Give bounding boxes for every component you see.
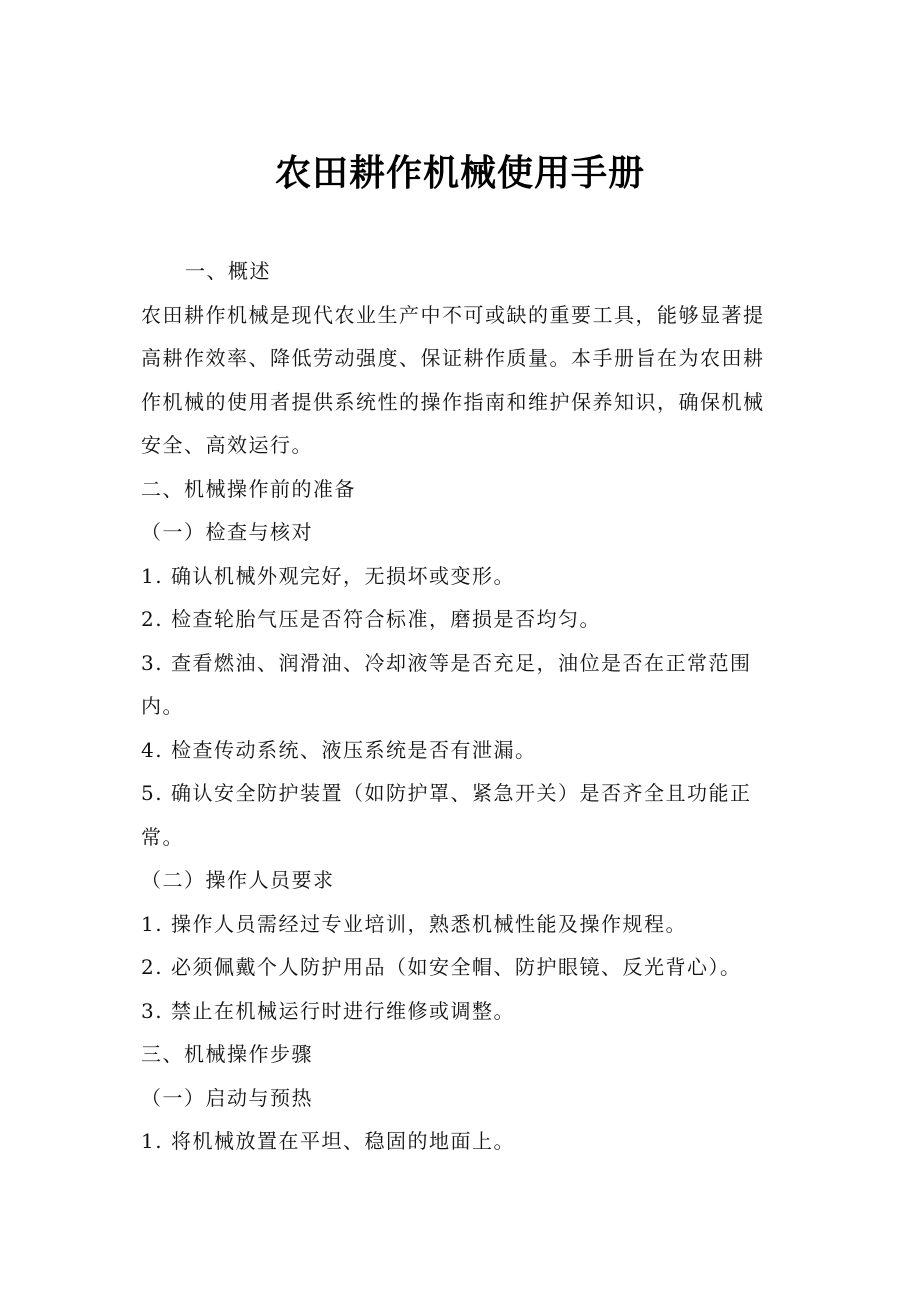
list-item: 1. 确认机械外观完好，无损坏或变形。 xyxy=(141,563,515,588)
document-body xyxy=(141,250,781,1164)
list-item: 5. 确认安全防护装置（如防护罩、紧急开关）是否齐全且功能正常。 xyxy=(141,781,752,849)
list-item: 3. 禁止在机械运行时进行维修或调整。 xyxy=(141,998,515,1023)
list-item: 1. 操作人员需经过专业培训，熟悉机械性能及操作规程。 xyxy=(141,911,687,936)
section-heading-operation-steps: 三、机械操作步骤 xyxy=(141,1042,313,1066)
section-heading-preparation: 二、机械操作前的准备 xyxy=(141,476,356,501)
document-title: 农田耕作机械使用手册 xyxy=(274,153,645,194)
subsection-heading-startup: （一）启动与预热 xyxy=(141,1085,313,1110)
subsection-heading-inspection: （一）检查与核对 xyxy=(141,520,313,544)
subsection-heading-operator: （二）操作人员要求 xyxy=(141,868,335,892)
section-heading-overview: 一、概述 xyxy=(185,259,271,283)
overview-paragraph: 农田耕作机械是现代农业生产中不可或缺的重要工具，能够显著提高耕作效率、降低劳动强度、保证耕作质量。本手册旨在为农田耕作机械的使用者提供系统性的操作指南和维护保养知识，确保机械安全、高效运行。 xyxy=(141,302,765,457)
list-item: 2. 必须佩戴个人防护用品（如安全帽、防护眼镜、反光背心）。 xyxy=(141,955,742,979)
list-item: 3. 查看燃油、润滑油、冷却液等是否充足，油位是否在正常范围内。 xyxy=(141,650,752,718)
list-item: 2. 检查轮胎气压是否符合标准，磨损是否均匀。 xyxy=(141,607,601,631)
list-item: 4. 检查传动系统、液压系统是否有泄漏。 xyxy=(141,737,537,762)
list-item: 1. 将机械放置在平坦、稳固的地面上。 xyxy=(141,1129,515,1153)
